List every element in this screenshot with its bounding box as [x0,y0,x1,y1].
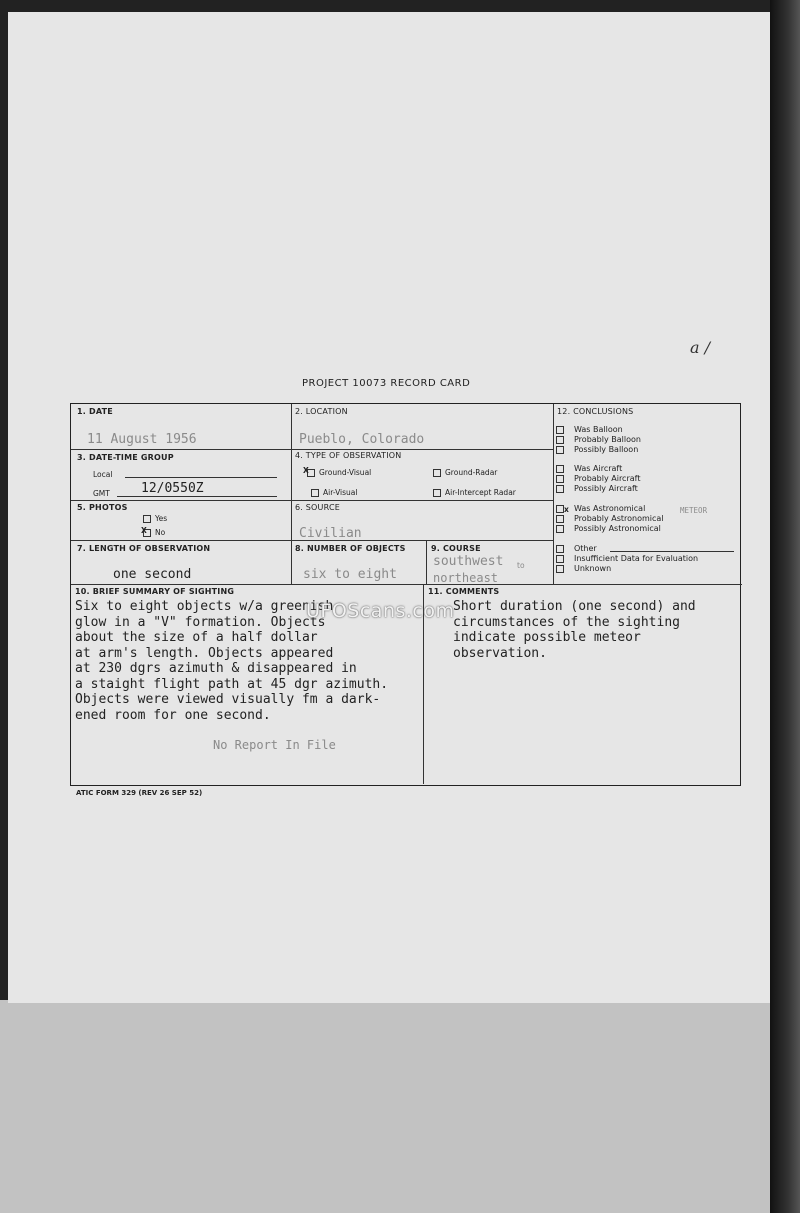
date-value: 11 August 1956 [87,432,197,447]
length-label: 7. LENGTH OF OBSERVATION [77,544,211,553]
summary-line: at arm's length. Objects appeared [75,645,334,661]
gmt-label: GMT [93,489,110,498]
summary-line: glow in a "V" formation. Objects [75,614,326,630]
conclusion-item [556,554,698,563]
photos-label: 5. PHOTOS [77,503,128,512]
conclusion-text: Unknown [574,564,612,573]
air-intercept-option [433,488,516,497]
form-number: ATIC FORM 329 (REV 26 SEP 52) [76,789,203,797]
summary-line: about the size of a half dollar [75,630,318,645]
gmt-value: 12/0550Z [141,481,204,496]
divider [553,404,554,584]
conclusion-text: Was Aircraft [574,464,623,473]
checkbox-icon [311,489,319,497]
top-edge [0,0,800,12]
conclusions-label: 12. CONCLUSIONS [557,407,634,416]
location-label: 2. LOCATION [295,407,348,416]
photos-yes-option [143,514,167,523]
divider [71,449,553,450]
conclusion-item [556,514,664,523]
ground-visual-mark: X [303,466,309,475]
conclusion-item [556,445,638,454]
conclusion-text: Other [574,544,597,553]
dtg-label: 3. DATE-TIME GROUP [77,453,174,462]
number-objects-label: 8. NUMBER OF OBJECTS [295,544,406,553]
checkbox-icon [556,465,564,473]
source-label: 6. SOURCE [295,503,341,512]
astronomical-mark: x [564,505,569,514]
comment-line: circumstances of the sighting [453,614,680,630]
number-objects-value: six to eight [303,567,397,582]
right-edge [770,0,800,1213]
summary-line: at 230 dgrs azimuth & disappeared in [75,661,357,676]
summary-line: a staight flight path at 45 dgr azimuth. [75,676,389,692]
checkbox-icon [556,485,564,493]
comment-line: Short duration (one second) and [453,599,696,614]
comments-label: 11. COMMENTS [428,587,500,596]
astronomical-note: METEOR [680,506,708,515]
no-report-note: No Report In File [213,738,336,752]
checkbox-icon [556,565,564,573]
ground-radar-option [433,468,497,477]
ground-radar-text: Ground-Radar [445,468,498,477]
conclusion-item [556,564,611,573]
summary-line: Six to eight objects w/a greenish [75,599,334,614]
checkbox-icon [556,426,564,434]
divider [71,584,742,585]
observation-type-label: 4. TYPE OF OBSERVATION [295,451,402,460]
conclusion-item [556,474,640,483]
divider [426,540,427,584]
ground-visual-option [307,468,371,477]
air-visual-option [311,488,357,497]
comment-line: indicate possible meteor [453,630,641,645]
source-value: Civilian [299,526,362,541]
conclusion-text: Possibly Balloon [574,445,639,454]
air-visual-text: Air-Visual [323,488,358,497]
conclusion-item [556,484,638,493]
gmt-line [117,496,277,497]
checkbox-icon [556,545,564,553]
card-title: PROJECT 10073 RECORD CARD [302,378,471,389]
photos-no-text: No [155,528,166,537]
conclusion-text: Probably Balloon [574,435,641,444]
location-value: Pueblo, Colorado [299,432,425,447]
conclusion-text: Was Astronomical [574,504,646,513]
checkbox-icon [556,446,564,454]
air-intercept-text: Air-Intercept Radar [445,488,516,497]
course-line1: southwest [433,554,504,569]
watermark: UFOScans.com [306,600,455,622]
conclusion-text: Insufficient Data for Evaluation [574,554,699,563]
conclusion-text: Probably Aircraft [574,474,641,483]
summary-line: Objects were viewed visually fm a dark- [75,692,381,707]
ground-visual-text: Ground-Visual [319,468,372,477]
conclusion-text: Possibly Astronomical [574,524,661,533]
checkbox-icon [556,525,564,533]
photos-no-mark: X [141,526,147,535]
local-label: Local [93,470,113,479]
checkbox-icon [556,555,564,563]
record-card [70,403,741,786]
conclusion-text: Probably Astronomical [574,514,664,523]
summary-label: 10. BRIEF SUMMARY OF SIGHTING [75,587,235,596]
divider [291,404,292,584]
conclusion-item [556,544,597,553]
comment-line: observation. [453,645,547,661]
photos-yes-text: Yes [155,514,168,523]
course-label: 9. COURSE [431,544,481,553]
conclusion-text: Possibly Aircraft [574,484,638,493]
checkbox-icon [433,489,441,497]
checkbox-icon [143,515,151,523]
length-value: one second [113,567,192,582]
checkbox-icon [556,436,564,444]
pencil-mark: a / [690,338,711,357]
conclusion-item [556,504,645,513]
checkbox-icon [556,475,564,483]
conclusion-text: Was Balloon [574,425,623,434]
course-to: to [517,561,525,570]
course-line2: northeast [433,571,499,585]
conclusion-item [556,425,623,434]
checkbox-icon [433,469,441,477]
conclusion-item [556,464,622,473]
checkbox-icon [556,505,564,513]
conclusion-item [556,524,661,533]
date-label: 1. DATE [77,407,113,416]
conclusion-item [556,435,641,444]
lower-paper [0,1000,780,1213]
other-line [610,551,734,552]
divider [71,500,553,501]
summary-line: ened room for one second. [75,707,271,723]
checkbox-icon [556,515,564,523]
comments-text [453,599,696,661]
local-line [125,477,277,478]
